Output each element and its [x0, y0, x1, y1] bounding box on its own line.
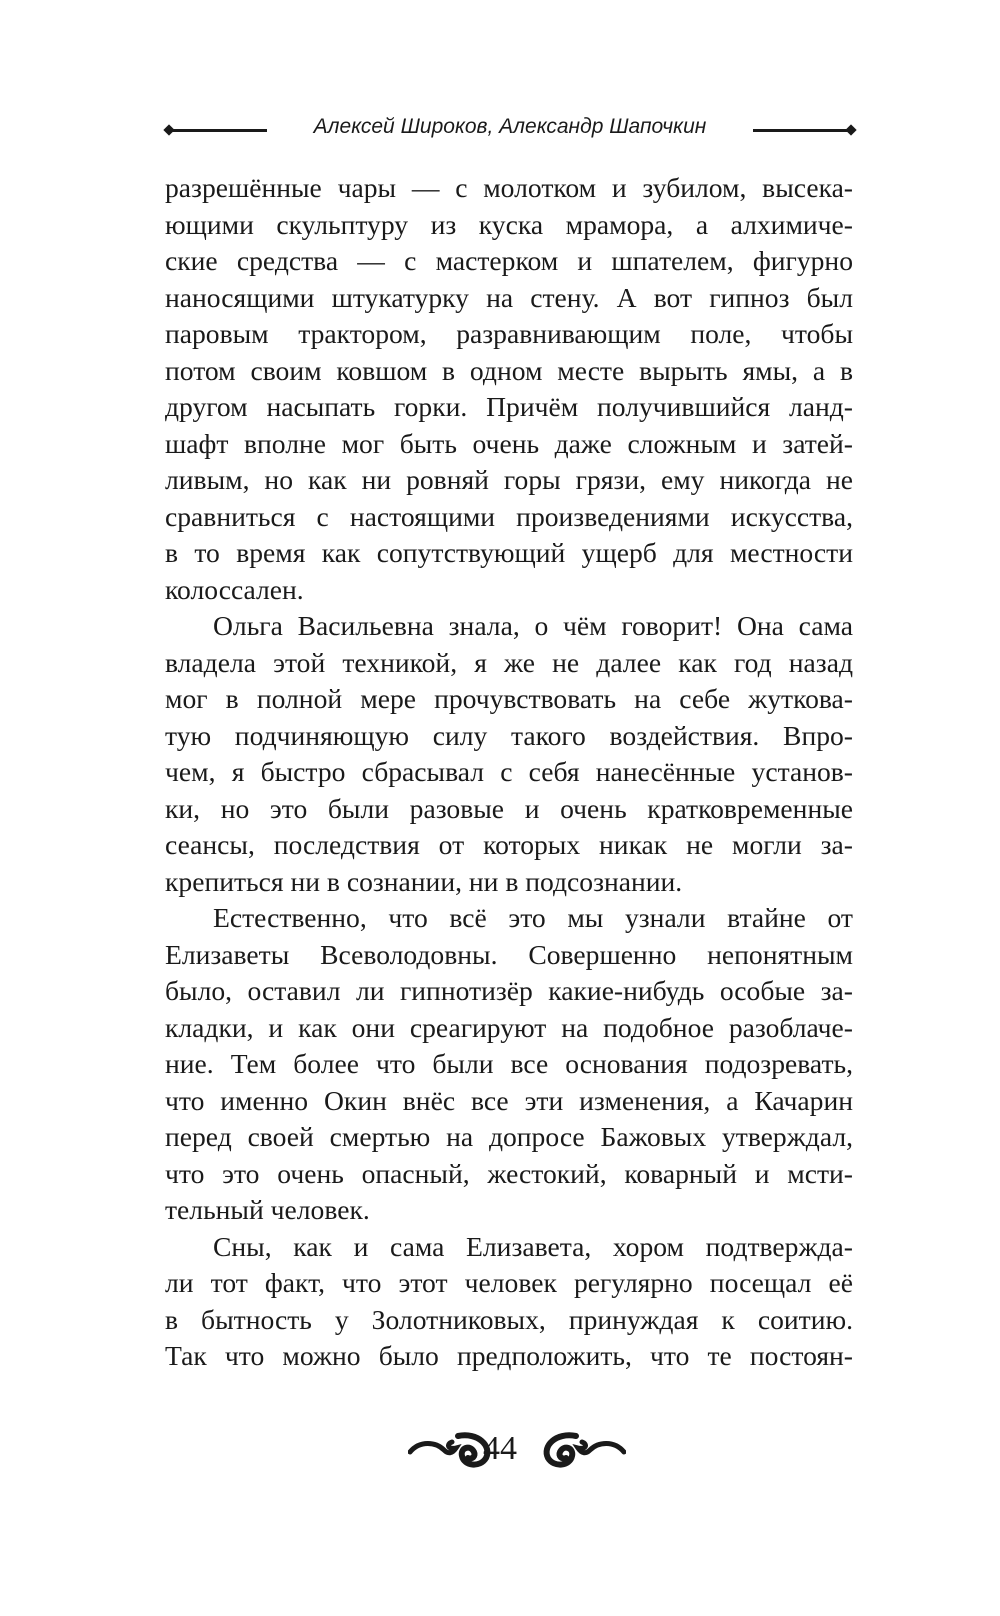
page-footer	[0, 1420, 1000, 1480]
running-header	[165, 113, 855, 145]
text-line: мог в полной мере прочувствовать на себе жуткова-	[165, 683, 853, 714]
text-line: потом своим ковшом в одном месте вырыть ямы, а в	[165, 354, 853, 386]
text-line: было, оставил ли гипнотизёр какие-нибудь особые за-	[165, 975, 853, 1006]
text-line: тельный человек.	[165, 1194, 370, 1225]
text-line: владела этой техникой, я же не далее как год назад	[165, 646, 853, 678]
text-line: Естественно, что всё это мы узнали втайне от	[213, 902, 853, 933]
body-text	[165, 170, 853, 1375]
text-line: разрешённые чары — с молотком и зубилом, высека-	[165, 172, 853, 203]
text-line: паровым трактором, разравнивающим поле, чтобы	[165, 318, 853, 349]
text-line: Елизаветы Всеволодовны. Совершенно непонятным	[165, 938, 853, 970]
text-line: ли тот факт, что этот человек регулярно посещал её	[165, 1267, 853, 1298]
text-line: Сны, как и сама Елизавета, хором подтвержда-	[213, 1230, 853, 1262]
flourish-right-icon	[538, 1426, 626, 1470]
text-line: перед своей смертью на допросе Бажовых утверждал,	[165, 1121, 853, 1152]
text-line: ливым, но как ни ровняй горы грязи, ему никогда не	[165, 464, 853, 495]
text-line: в то время как сопутствующий ущерб для местности	[165, 537, 853, 568]
text-line: ские средства — с мастерком и шпателем, фигурно	[165, 245, 853, 276]
text-line: шафт вполне мог быть очень даже сложным и затей-	[165, 427, 853, 459]
text-line: чем, я быстро сбрасывал с себя нанесённые установ-	[165, 756, 853, 787]
text-line: другом насыпать горки. Причём получившийся ланд-	[165, 391, 853, 422]
text-line: ющими скульптуру из куска мрамора, а алхимиче-	[165, 208, 853, 240]
text-line: что именно Окин внёс все эти изменения, а Качарин	[165, 1084, 853, 1116]
text-line: что это очень опасный, жестокий, коварный и мсти-	[165, 1157, 853, 1189]
text-line: Ольга Васильевна знала, о чём говорит! Она сама	[213, 610, 853, 641]
text-line: наносящими штукатурку на стену. А вот гипноз был	[165, 281, 853, 313]
text-line: кладки, и как они среагируют на подобное разоблаче-	[165, 1011, 853, 1043]
text-line: тую подчиняющую силу такого воздействия. Впро-	[165, 719, 853, 751]
header-rule-right	[753, 129, 849, 132]
page-number: 44	[483, 1430, 517, 1467]
text-line: сеансы, последствия от которых никак не могли за-	[165, 829, 853, 860]
text-line: Так что можно было предположить, что те постоян-	[165, 1340, 853, 1371]
text-line: крепиться ни в сознании, ни в подсознании.	[165, 865, 683, 897]
text-line: колоссален.	[165, 573, 304, 605]
header-author: Алексей Широков, Александр Шапочкин	[313, 115, 707, 138]
text-line: в бытность у Золотниковых, принуждая к соитию.	[165, 1303, 853, 1335]
text-line: ки, но это были разовые и очень кратковременные	[165, 792, 853, 824]
text-line: сравниться с настоящими произведениями искусства,	[165, 500, 853, 532]
text-line: ние. Тем более что были все основания подозревать,	[165, 1048, 853, 1079]
